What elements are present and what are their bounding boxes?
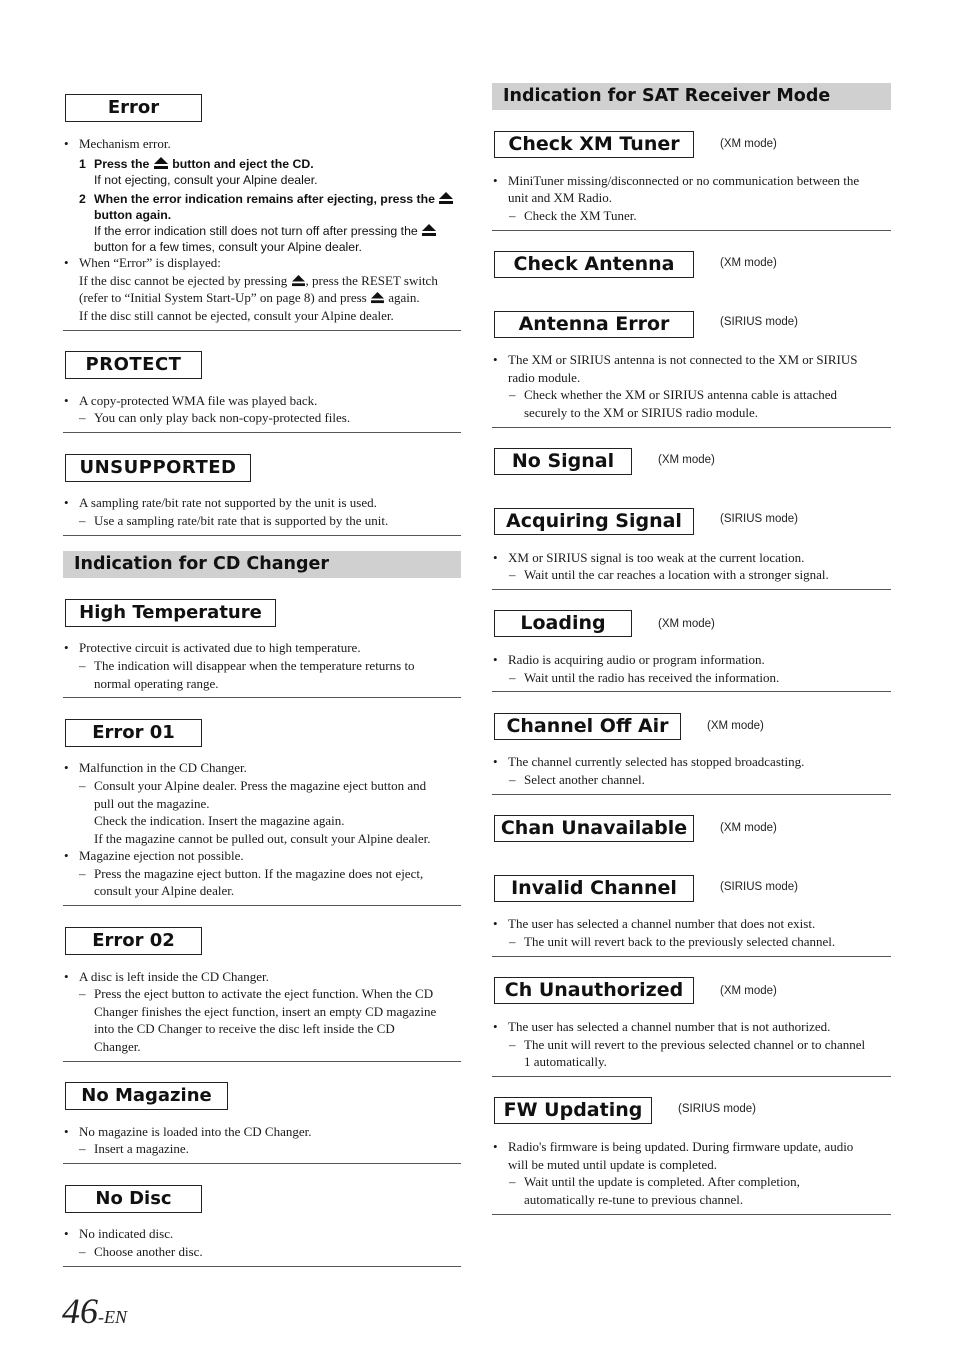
error-01-dash-1-line-4: If the magazine cannot be pulled out, consult your Alpine dealer. [94, 831, 431, 846]
antenna-dash-line-2: securely to the XM or SIRIUS radio module. [524, 405, 758, 420]
error-02-dash-line-3: into the CD Changer to receive the disc left inside the CD [94, 1021, 395, 1036]
cd-changer-section-heading: Indication for CD Changer [63, 551, 461, 578]
fw-updating-label: FW Updating [494, 1097, 652, 1124]
error-02-bullet: • A disc is left inside the CD Changer. [79, 968, 269, 986]
divider [63, 697, 461, 698]
no-signal-mode: (XM mode) [658, 454, 715, 466]
signal-dash: – Wait until the car reaches a location with a stronger signal. [524, 566, 829, 584]
divider [63, 1266, 461, 1267]
ch-unauthorized-bullet: • The user has selected a channel number that is not authorized. [508, 1018, 830, 1036]
sat-receiver-section-heading: Indication for SAT Receiver Mode [492, 83, 891, 110]
divider [492, 230, 891, 231]
ch-unauthorized-dash: – The unit will revert to the previous selected channel or to channel [524, 1036, 865, 1054]
error-01-label: Error 01 [65, 719, 202, 747]
protect-bullet: • A copy-protected WMA file was played back. [79, 392, 317, 410]
divider [63, 905, 461, 906]
error-step-2-line-4: button for a few times, consult your Alpine dealer. [94, 240, 362, 254]
divider [492, 427, 891, 428]
error-02-label: Error 02 [65, 927, 202, 955]
antenna-bullet: • The XM or SIRIUS antenna is not connected to the XM or SIRIUS [508, 351, 858, 369]
signal-bullet: • XM or SIRIUS signal is too weak at the current location. [508, 549, 804, 567]
antenna-error-label: Antenna Error [494, 311, 694, 338]
loading-label: Loading [494, 610, 632, 637]
divider [63, 1061, 461, 1062]
fw-updating-bullet-line-2: will be muted until update is completed. [508, 1157, 718, 1172]
antenna-error-mode: (SIRIUS mode) [720, 316, 798, 328]
check-xm-tuner-dash: – Check the XM Tuner. [524, 207, 637, 225]
error-02-dash-line-2: Changer finishes the eject function, insert an empty CD magazine [94, 1004, 437, 1019]
check-antenna-mode: (XM mode) [720, 257, 777, 269]
error-02-dash: – Press the eject button to activate the eject function. When the CD [94, 985, 433, 1003]
divider [492, 956, 891, 957]
no-disc-bullet: • No indicated disc. [79, 1225, 173, 1243]
eject-icon [154, 157, 168, 170]
fw-updating-dash: – Wait until the update is completed. After completion, [524, 1173, 800, 1191]
error-step-1-note: If not ejecting, consult your Alpine dealer. [94, 173, 318, 187]
channel-off-air-bullet: • The channel currently selected has stopped broadcasting. [508, 753, 804, 771]
error-02-dash-line-4: Changer. [94, 1039, 141, 1054]
error-01-dash-1-line-2: pull out the magazine. [94, 796, 210, 811]
invalid-channel-mode: (SIRIUS mode) [720, 881, 798, 893]
error-bullet-2-line-4: If the disc still cannot be ejected, consult your Alpine dealer. [79, 308, 394, 323]
loading-bullet: • Radio is acquiring audio or program information. [508, 651, 765, 669]
high-temperature-dash: – The indication will disappear when the temperature returns to [94, 657, 415, 675]
divider [63, 330, 461, 331]
error-bullet-2: • When “Error” is displayed: [79, 254, 221, 272]
error-bullet-2-line-2: If the disc cannot be ejected by pressing , press the RESET switch [79, 273, 438, 288]
loading-dash: – Wait until the radio has received the information. [524, 669, 779, 687]
chan-unavailable-mode: (XM mode) [720, 822, 777, 834]
unsupported-label: UNSUPPORTED [65, 454, 251, 482]
divider [63, 1163, 461, 1164]
error-step-1: 1 Press the button and eject the CD. [79, 157, 314, 171]
divider [492, 794, 891, 795]
protect-dash: – You can only play back non-copy-protected files. [94, 409, 350, 427]
page-number: 46-EN [62, 1291, 127, 1331]
no-disc-dash: – Choose another disc. [94, 1243, 203, 1261]
loading-mode: (XM mode) [658, 618, 715, 630]
antenna-dash: – Check whether the XM or SIRIUS antenna cable is attached [524, 386, 837, 404]
divider [492, 589, 891, 590]
high-temperature-dash-line-2: normal operating range. [94, 676, 219, 691]
invalid-channel-dash: – The unit will revert back to the previously selected channel. [524, 933, 835, 951]
divider [492, 1214, 891, 1215]
divider [63, 535, 461, 536]
error-01-dash-2: – Press the magazine eject button. If the magazine does not eject, [94, 865, 423, 883]
error-01-bullet-2: • Magazine ejection not possible. [79, 847, 244, 865]
error-01-bullet-1: • Malfunction in the CD Changer. [79, 759, 247, 777]
no-magazine-dash: – Insert a magazine. [94, 1140, 189, 1158]
invalid-channel-label: Invalid Channel [494, 875, 694, 902]
channel-off-air-label: Channel Off Air [494, 713, 681, 740]
fw-updating-mode: (SIRIUS mode) [678, 1103, 756, 1115]
unsupported-bullet: • A sampling rate/bit rate not supported by the unit is used. [79, 494, 377, 512]
invalid-channel-bullet: • The user has selected a channel number that does not exist. [508, 915, 815, 933]
ch-unauthorized-label: Ch Unauthorized [494, 977, 694, 1004]
check-xm-tuner-bullet-line-2: unit and XM Radio. [508, 190, 612, 205]
acquiring-signal-label: Acquiring Signal [494, 508, 694, 535]
divider [492, 691, 891, 692]
protect-label: PROTECT [65, 351, 202, 379]
check-xm-tuner-mode: (XM mode) [720, 138, 777, 150]
no-signal-label: No Signal [494, 448, 632, 475]
high-temperature-bullet: • Protective circuit is activated due to high temperature. [79, 639, 361, 657]
no-magazine-label: No Magazine [65, 1082, 228, 1110]
ch-unauthorized-dash-line-2: 1 automatically. [524, 1054, 607, 1069]
check-xm-tuner-label: Check XM Tuner [494, 131, 694, 158]
chan-unavailable-label: Chan Unavailable [494, 815, 694, 842]
eject-icon [292, 275, 305, 287]
error-step-2-line-2: button again. [94, 208, 172, 222]
high-temperature-label: High Temperature [65, 599, 276, 627]
no-magazine-bullet: • No magazine is loaded into the CD Changer. [79, 1123, 312, 1141]
channel-off-air-mode: (XM mode) [707, 720, 764, 732]
error-01-dash-1: – Consult your Alpine dealer. Press the magazine eject button and [94, 777, 426, 795]
divider [63, 432, 461, 433]
eject-icon [439, 192, 453, 205]
error-label: Error [65, 94, 202, 122]
error-step-2: 2 When the error indication remains after ejecting, press the [94, 191, 454, 207]
error-bullet-2-line-3: (refer to “Initial System Start-Up” on page 8) and press again. [79, 290, 420, 305]
error-01-dash-2-line-2: consult your Alpine dealer. [94, 883, 235, 898]
no-disc-label: No Disc [65, 1185, 202, 1213]
check-xm-tuner-bullet: • MiniTuner missing/disconnected or no communication between the [508, 172, 859, 190]
channel-off-air-dash: – Select another channel. [524, 771, 645, 789]
fw-updating-bullet: • Radio's firmware is being updated. During firmware update, audio [508, 1138, 853, 1156]
error-bullet-1: • Mechanism error. [79, 135, 171, 153]
acquiring-signal-mode: (SIRIUS mode) [720, 513, 798, 525]
eject-icon [371, 292, 384, 304]
fw-updating-dash-line-2: automatically re-tune to previous channel. [524, 1192, 744, 1207]
ch-unauthorized-mode: (XM mode) [720, 985, 777, 997]
divider [492, 1076, 891, 1077]
error-step-2-line-3: If the error indication still does not turn off after pressing the [94, 223, 437, 239]
eject-icon [422, 224, 436, 237]
unsupported-dash: – Use a sampling rate/bit rate that is supported by the unit. [94, 512, 388, 530]
error-01-dash-1-line-3: Check the indication. Insert the magazine again. [94, 813, 345, 828]
antenna-bullet-line-2: radio module. [508, 370, 581, 385]
check-antenna-label: Check Antenna [494, 251, 694, 278]
